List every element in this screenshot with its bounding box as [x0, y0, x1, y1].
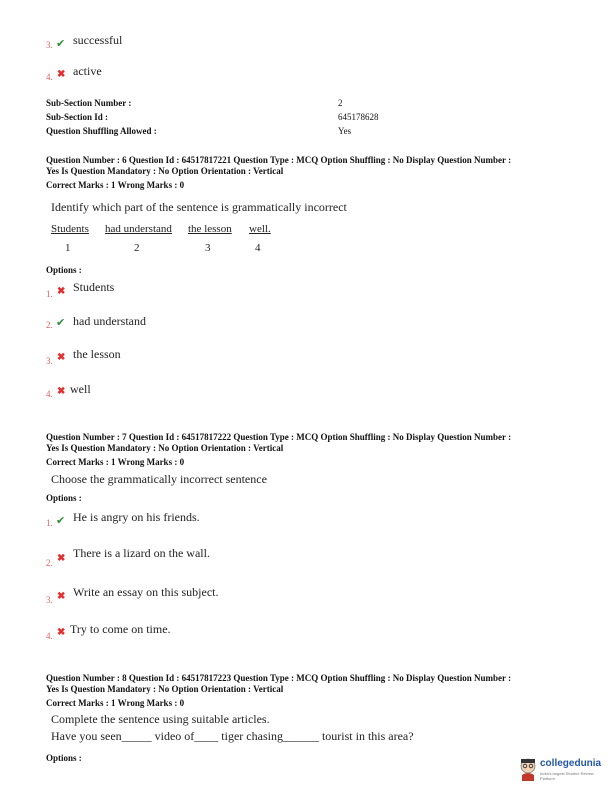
q7-question: Choose the grammatically incorrect sentence	[51, 472, 267, 486]
collegedunia-logo	[518, 757, 608, 783]
mascot-icon	[518, 757, 538, 781]
option-number: 2.	[46, 558, 53, 568]
q8-question: Complete the sentence using suitable articles.	[51, 712, 270, 726]
subsection-id-label: Sub-Section Id :	[46, 112, 109, 122]
option-text: Write an essay on this subject.	[73, 585, 219, 599]
option-number: 3.	[46, 595, 53, 605]
option-text: Try to come on time.	[70, 622, 171, 636]
q6-part: Students	[51, 223, 89, 235]
q8-marks: Correct Marks : 1 Wrong Marks : 0	[46, 698, 185, 708]
q6-question: Identify which part of the sentence is grammatically incorrect	[51, 200, 347, 214]
q7-options-label: Options :	[46, 493, 82, 503]
option-text: There is a lizard on the wall.	[73, 546, 210, 560]
option-number: 1.	[46, 518, 53, 528]
option-text: Students	[73, 280, 115, 294]
q6-part-number: 4	[255, 242, 261, 254]
logo-name: collegedunia	[540, 758, 602, 769]
option-number: 2.	[46, 320, 53, 330]
option-text: successful	[73, 33, 123, 47]
option-text: active	[73, 64, 102, 78]
check-icon: ✔	[56, 317, 66, 329]
option-text: had understand	[73, 314, 146, 328]
cross-icon: ✖	[57, 553, 66, 564]
q7-marks: Correct Marks : 1 Wrong Marks : 0	[46, 457, 185, 467]
subsection-number-value: 2	[338, 98, 343, 108]
option-text: the lesson	[73, 347, 121, 361]
option-text: He is angry on his friends.	[73, 510, 200, 524]
shuffle-label: Question Shuffling Allowed :	[46, 126, 157, 136]
subsection-id-value: 645178628	[338, 112, 379, 122]
q7-header-line1: Question Number : 7 Question Id : 64517817222 Question Type : MCQ Option Shuffling : No Display Question Number :	[46, 432, 512, 442]
shuffle-value: Yes	[338, 126, 352, 136]
option-number: 3.	[46, 40, 53, 50]
option-number: 4.	[46, 72, 53, 82]
q6-part: well.	[249, 223, 271, 235]
cross-icon: ✖	[57, 591, 66, 602]
logo-tagline: India's largest Student Review Platform	[540, 771, 594, 781]
q6-part-number: 3	[205, 242, 211, 254]
option-number: 1.	[46, 289, 53, 299]
option-text: well	[70, 382, 91, 396]
option-number: 3.	[46, 356, 53, 366]
q6-part: the lesson	[188, 223, 232, 235]
q6-options-label: Options :	[46, 265, 82, 275]
cross-icon: ✖	[57, 627, 66, 638]
check-icon: ✔	[56, 515, 66, 527]
cross-icon: ✖	[57, 69, 66, 80]
q8-sentence: Have you seen_____ video of____ tiger chasing______ tourist in this area?	[51, 729, 414, 743]
q8-options-label: Options :	[46, 753, 82, 763]
cross-icon: ✖	[57, 352, 66, 363]
check-icon: ✔	[56, 38, 66, 50]
subsection-number-label: Sub-Section Number :	[46, 98, 132, 108]
q8-header-line2: Yes Is Question Mandatory : No Option Orientation : Vertical	[46, 684, 284, 694]
q6-part-number: 2	[134, 242, 140, 254]
q6-part-number: 1	[65, 242, 71, 254]
cross-icon: ✖	[57, 386, 66, 397]
q6-part: had understand	[105, 223, 172, 235]
option-number: 4.	[46, 631, 53, 641]
q8-header-line1: Question Number : 8 Question Id : 64517817223 Question Type : MCQ Option Shuffling : No Display Question Number :	[46, 673, 512, 683]
cross-icon: ✖	[57, 286, 66, 297]
q7-header-line2: Yes Is Question Mandatory : No Option Orientation : Vertical	[46, 443, 284, 453]
option-number: 4.	[46, 389, 53, 399]
q6-header-line2: Yes Is Question Mandatory : No Option Orientation : Vertical	[46, 166, 284, 176]
q6-header-line1: Question Number : 6 Question Id : 64517817221 Question Type : MCQ Option Shuffling : No Display Question Number :	[46, 155, 512, 165]
q6-marks: Correct Marks : 1 Wrong Marks : 0	[46, 180, 185, 190]
